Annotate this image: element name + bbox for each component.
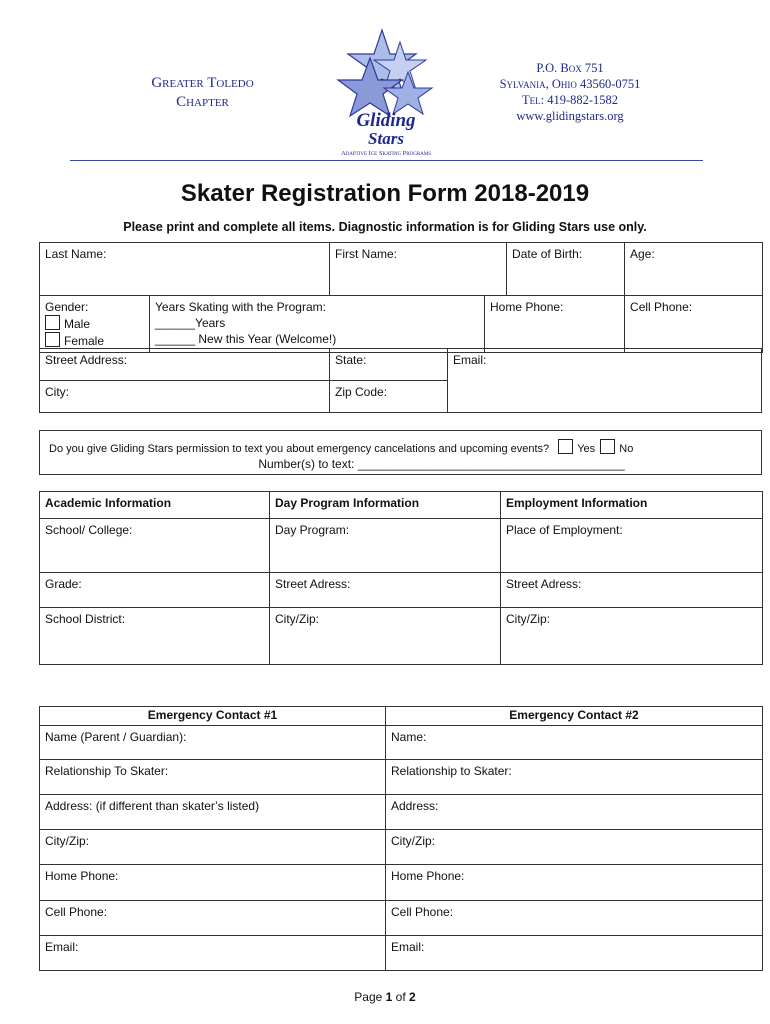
school-district-label: School District: xyxy=(45,612,126,626)
ec2-cell-phone-label: Cell Phone: xyxy=(391,905,454,919)
no-checkbox[interactable] xyxy=(600,439,615,454)
state-label: State: xyxy=(335,353,367,367)
zip-code-label: Zip Code: xyxy=(335,385,388,399)
chapter-line-2: Chapter xyxy=(176,94,229,110)
email-label: Email: xyxy=(453,353,487,367)
ec2-email-label: Email: xyxy=(391,940,425,954)
cell-phone-label: Cell Phone: xyxy=(630,300,693,314)
ec2-home-phone-field[interactable] xyxy=(386,865,763,901)
address-phone: Tel: 419-882-1582 xyxy=(521,93,619,107)
gender-field xyxy=(40,296,150,353)
ec2-city-zip-label: City/Zip: xyxy=(391,834,436,848)
dob-label: Date of Birth: xyxy=(512,247,583,261)
address-line-2: Sylvania, Ohio 43560-0751 xyxy=(499,77,641,91)
gliding-stars-logo xyxy=(330,28,442,160)
day-street-field[interactable] xyxy=(270,573,501,608)
age-label: Age: xyxy=(630,247,655,261)
last-name-field[interactable] xyxy=(40,243,330,296)
years-skating-field[interactable] xyxy=(150,296,485,353)
male-checkbox[interactable] xyxy=(45,315,60,330)
ec1-city-zip-field[interactable] xyxy=(40,830,386,865)
ec1-email-label: Email: xyxy=(45,940,79,954)
place-of-employment-label: Place of Employment: xyxy=(506,523,623,537)
day-program-info-header: Day Program Information xyxy=(270,492,501,519)
personal-info-table xyxy=(39,242,763,353)
emergency-contact-1-title: Emergency Contact #1 xyxy=(147,708,278,722)
first-name-label: First Name: xyxy=(335,247,398,261)
email-table xyxy=(447,348,762,413)
ec2-relationship-label: Relationship to Skater: xyxy=(391,764,512,778)
emergency-contacts-table xyxy=(39,706,763,971)
email-field[interactable] xyxy=(448,349,762,413)
zip-code-field[interactable] xyxy=(330,381,448,413)
grade-field[interactable] xyxy=(40,573,270,608)
age-field[interactable] xyxy=(625,243,763,296)
street-address-label: Street Address: xyxy=(45,353,128,367)
employment-street-label: Street Adress: xyxy=(506,577,582,591)
last-name-label: Last Name: xyxy=(45,247,107,261)
employment-street-field[interactable] xyxy=(501,573,763,608)
ec1-relationship-label: Relationship To Skater: xyxy=(45,764,169,778)
day-street-label: Street Adress: xyxy=(275,577,351,591)
info-table xyxy=(39,491,763,665)
logo-word-stars: Stars xyxy=(368,129,404,148)
gender-label: Gender: xyxy=(45,300,89,314)
day-program-field[interactable] xyxy=(270,519,501,573)
mailing-address xyxy=(485,60,655,124)
page-current: 1 xyxy=(385,990,393,1004)
female-label: Female xyxy=(64,334,105,348)
emergency-contact-2-header xyxy=(386,707,763,726)
home-phone-field[interactable] xyxy=(485,296,625,353)
ec1-email-field[interactable] xyxy=(40,936,386,971)
ec1-cell-phone-label: Cell Phone: xyxy=(45,905,108,919)
day-city-zip-label: City/Zip: xyxy=(275,612,320,626)
yes-label: Yes xyxy=(577,443,596,455)
page-total: 2 xyxy=(409,990,416,1004)
female-checkbox[interactable] xyxy=(45,332,60,347)
academic-info-header: Academic Information xyxy=(40,492,270,519)
ec2-email-field[interactable] xyxy=(386,936,763,971)
cell-phone-field[interactable] xyxy=(625,296,763,353)
ec2-city-zip-field[interactable] xyxy=(386,830,763,865)
ec2-relationship-field[interactable] xyxy=(386,760,763,795)
employment-info-header: Employment Information xyxy=(501,492,763,519)
ec1-name-field[interactable] xyxy=(40,726,386,760)
employment-city-zip-label: City/Zip: xyxy=(506,612,551,626)
numbers-to-text-field[interactable] xyxy=(40,457,763,471)
text-permission-box xyxy=(39,430,762,475)
ec2-cell-phone-field[interactable] xyxy=(386,901,763,936)
school-district-field[interactable] xyxy=(40,608,270,665)
school-college-label: School/ College: xyxy=(45,523,133,537)
years-line: ______Years xyxy=(155,316,226,330)
emergency-contact-1-header xyxy=(40,707,386,726)
yes-checkbox[interactable] xyxy=(558,439,573,454)
chapter-name xyxy=(120,74,285,112)
ec1-address-field[interactable] xyxy=(40,795,386,830)
form-subtitle: Please print and complete all items. Diagnostic information is for Gliding Stars use only. xyxy=(123,220,647,234)
ec1-city-zip-label: City/Zip: xyxy=(45,834,90,848)
ec2-home-phone-label: Home Phone: xyxy=(391,869,465,883)
first-name-field[interactable] xyxy=(330,243,507,296)
city-field[interactable] xyxy=(40,381,330,413)
ec2-name-label: Name: xyxy=(391,730,427,744)
header-divider xyxy=(70,160,703,161)
logo-tagline: Adaptive Ice Skating Programs xyxy=(340,150,432,157)
new-this-year-line: ______ New this Year (Welcome!) xyxy=(155,332,337,346)
ec1-home-phone-field[interactable] xyxy=(40,865,386,901)
place-of-employment-field[interactable] xyxy=(501,519,763,573)
address-table xyxy=(39,348,448,413)
home-phone-label: Home Phone: xyxy=(490,300,564,314)
ec1-relationship-field[interactable] xyxy=(40,760,386,795)
ec1-address-label: Address: (if different than skater’s listed) xyxy=(45,799,260,813)
permission-question-row xyxy=(49,439,749,455)
grade-label: Grade: xyxy=(45,577,82,591)
ec1-home-phone-label: Home Phone: xyxy=(45,869,119,883)
form-title: Skater Registration Form 2018-2019 xyxy=(180,180,590,207)
emergency-contact-2-title: Emergency Contact #2 xyxy=(509,708,639,722)
ec2-address-field[interactable] xyxy=(386,795,763,830)
day-program-label: Day Program: xyxy=(275,523,350,537)
male-label: Male xyxy=(64,317,91,331)
ec2-address-label: Address: xyxy=(391,799,439,813)
chapter-line-1: Greater Toledo xyxy=(151,75,254,91)
permission-question: Do you give Gliding Stars permission to text you about emergency cancelations and upcoming events? xyxy=(49,443,550,455)
ec1-cell-phone-field[interactable] xyxy=(40,901,386,936)
years-skating-label: Years Skating with the Program: xyxy=(155,300,326,314)
employment-city-zip-field[interactable] xyxy=(501,608,763,665)
no-label: No xyxy=(619,443,634,455)
page-of: of xyxy=(395,990,406,1004)
address-website: www.glidingstars.org xyxy=(516,109,624,123)
street-address-field[interactable] xyxy=(40,349,330,381)
city-label: City: xyxy=(45,385,69,399)
page-prefix: Page xyxy=(354,990,383,1004)
numbers-to-text-label: Number(s) to text: ________________________________________ xyxy=(258,457,625,471)
state-field[interactable] xyxy=(330,349,448,381)
day-city-zip-field[interactable] xyxy=(270,608,501,665)
school-college-field[interactable] xyxy=(40,519,270,573)
ec1-name-label: Name (Parent / Guardian): xyxy=(45,730,187,744)
dob-field[interactable] xyxy=(507,243,625,296)
logo-word-gliding: Gliding xyxy=(356,110,416,131)
address-line-1: P.O. Box 751 xyxy=(536,61,604,75)
ec2-name-field[interactable] xyxy=(386,726,763,760)
page-number xyxy=(0,990,770,1004)
